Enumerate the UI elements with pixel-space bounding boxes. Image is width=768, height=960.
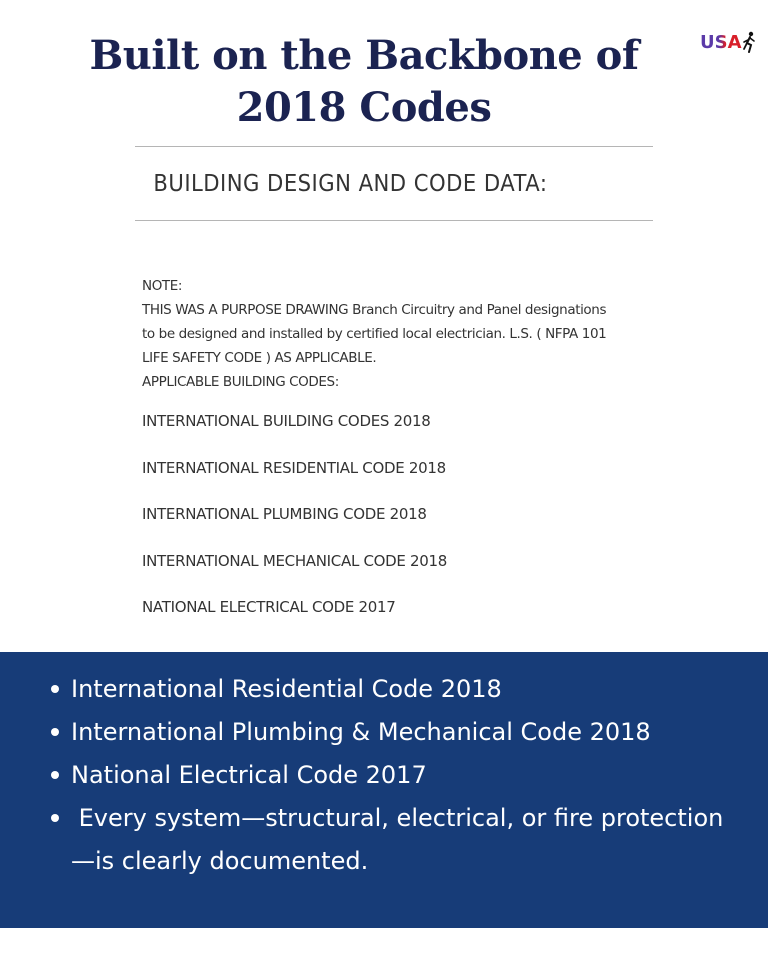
bullet-icon xyxy=(51,814,59,822)
note-line: NOTE: xyxy=(142,278,183,294)
drawing-heading: BUILDING DESIGN AND CODE DATA: xyxy=(153,170,548,197)
highlight-text: Every system—structural, electrical, or fire protection—is clearly documented. xyxy=(71,804,724,875)
bullet-icon xyxy=(51,685,59,693)
code-data-drawing xyxy=(135,146,653,221)
running-person-icon xyxy=(742,31,756,53)
highlight-text: International Plumbing & Mechanical Code 2018 xyxy=(71,718,651,746)
code-item: NATIONAL ELECTRICAL CODE 2017 xyxy=(142,598,396,616)
divider-bottom xyxy=(135,220,653,221)
page-title: Built on the Backbone of 2018 Codes xyxy=(89,32,639,131)
highlight-text: National Electrical Code 2017 xyxy=(71,761,427,789)
code-item: INTERNATIONAL RESIDENTIAL CODE 2018 xyxy=(142,458,446,477)
bullet-icon xyxy=(51,771,59,779)
highlight-text: International Residential Code 2018 xyxy=(71,675,502,703)
code-item: INTERNATIONAL PLUMBING CODE 2018 xyxy=(142,505,427,523)
highlights-list xyxy=(45,668,735,883)
highlight-item xyxy=(45,711,735,754)
note-line: APPLICABLE BUILDING CODES: xyxy=(142,374,339,390)
highlight-item xyxy=(45,754,735,797)
note-line: THIS WAS A PURPOSE DRAWING Branch Circuitry and Panel designations xyxy=(142,302,607,318)
highlight-item xyxy=(45,668,735,711)
highlight-item xyxy=(45,797,735,883)
code-item: INTERNATIONAL MECHANICAL CODE 2018 xyxy=(142,551,448,570)
drawing-notes xyxy=(142,274,662,394)
logo-text: USA xyxy=(700,31,742,53)
code-item: INTERNATIONAL BUILDING CODES 2018 xyxy=(142,412,431,430)
applicable-codes-list xyxy=(142,408,662,641)
note-line: to be designed and installed by certified local electrician. L.S. ( NFPA 101 xyxy=(142,326,607,342)
note-line: LIFE SAFETY CODE ) AS APPLICABLE. xyxy=(142,350,377,366)
bullet-icon xyxy=(51,728,59,736)
highlights-band xyxy=(0,652,768,928)
usa-logo xyxy=(700,22,764,62)
